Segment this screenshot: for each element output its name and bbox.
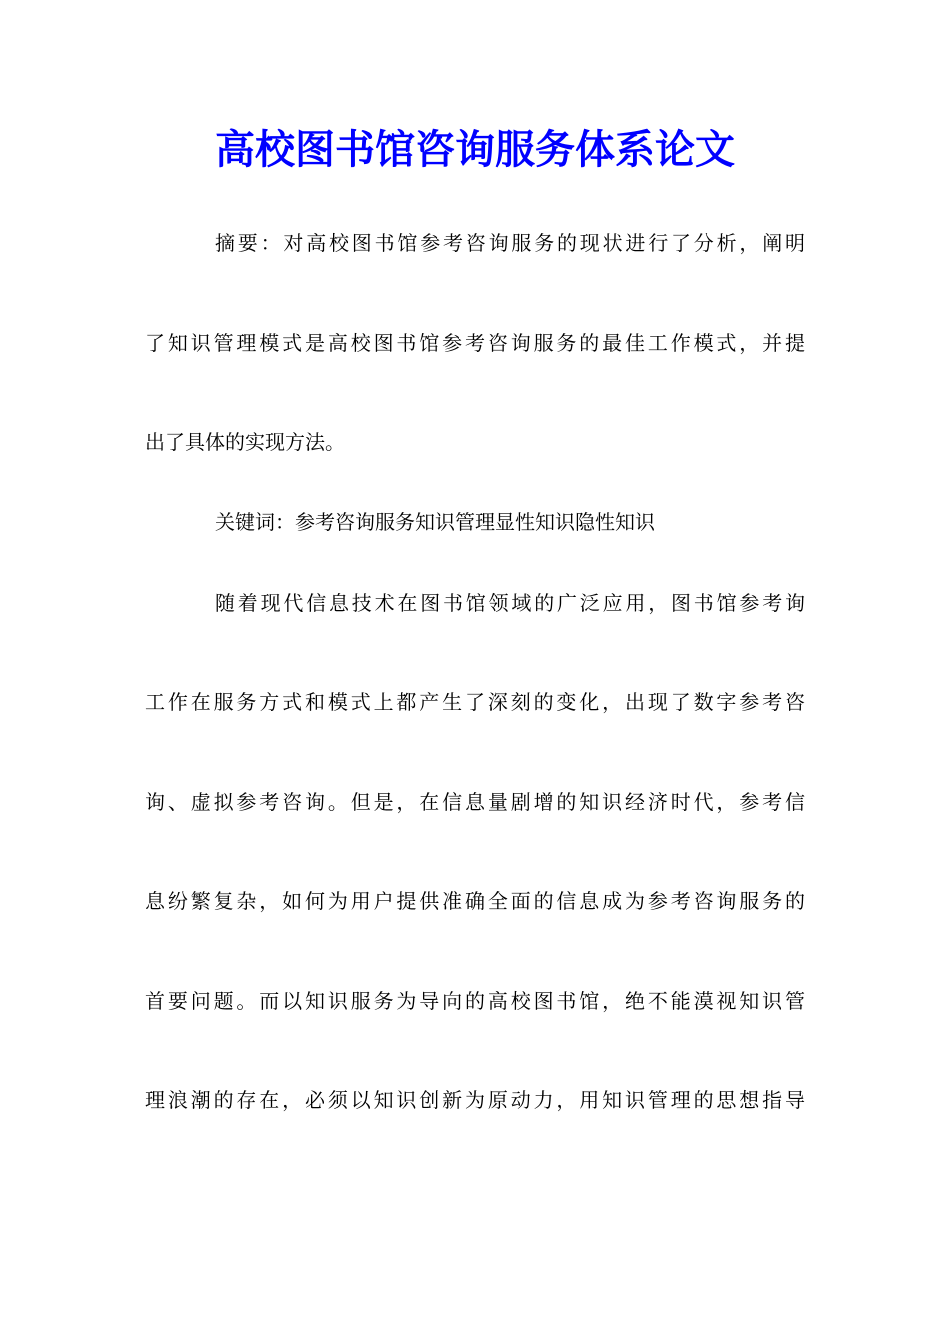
body-line-3: 询、虚拟参考咨询。但是，在信息量剧增的知识经济时代，参考信	[145, 790, 805, 814]
document-title: 高校图书馆咨询服务体系论文	[215, 126, 735, 173]
body-line-4: 息纷繁复杂，如何为用户提供准确全面的信息成为参考咨询服务的	[145, 889, 805, 913]
body-line-2: 工作在服务方式和模式上都产生了深刻的变化，出现了数字参考咨	[145, 690, 805, 714]
keywords-line: 关键词：参考咨询服务知识管理显性知识隐性知识	[215, 510, 655, 534]
abstract-line-3: 出了具体的实现方法。	[145, 430, 345, 454]
body-line-1: 随着现代信息技术在图书馆领域的广泛应用，图书馆参考询	[215, 591, 805, 615]
abstract-line-1: 摘要：对高校图书馆参考咨询服务的现状进行了分析，阐明	[215, 231, 805, 255]
body-line-5: 首要问题。而以知识服务为导向的高校图书馆，绝不能漠视知识管	[145, 989, 805, 1013]
body-line-6: 理浪潮的存在，必须以知识创新为原动力，用知识管理的思想指导	[145, 1088, 805, 1112]
abstract-line-2: 了知识管理模式是高校图书馆参考咨询服务的最佳工作模式，并提	[145, 331, 805, 355]
